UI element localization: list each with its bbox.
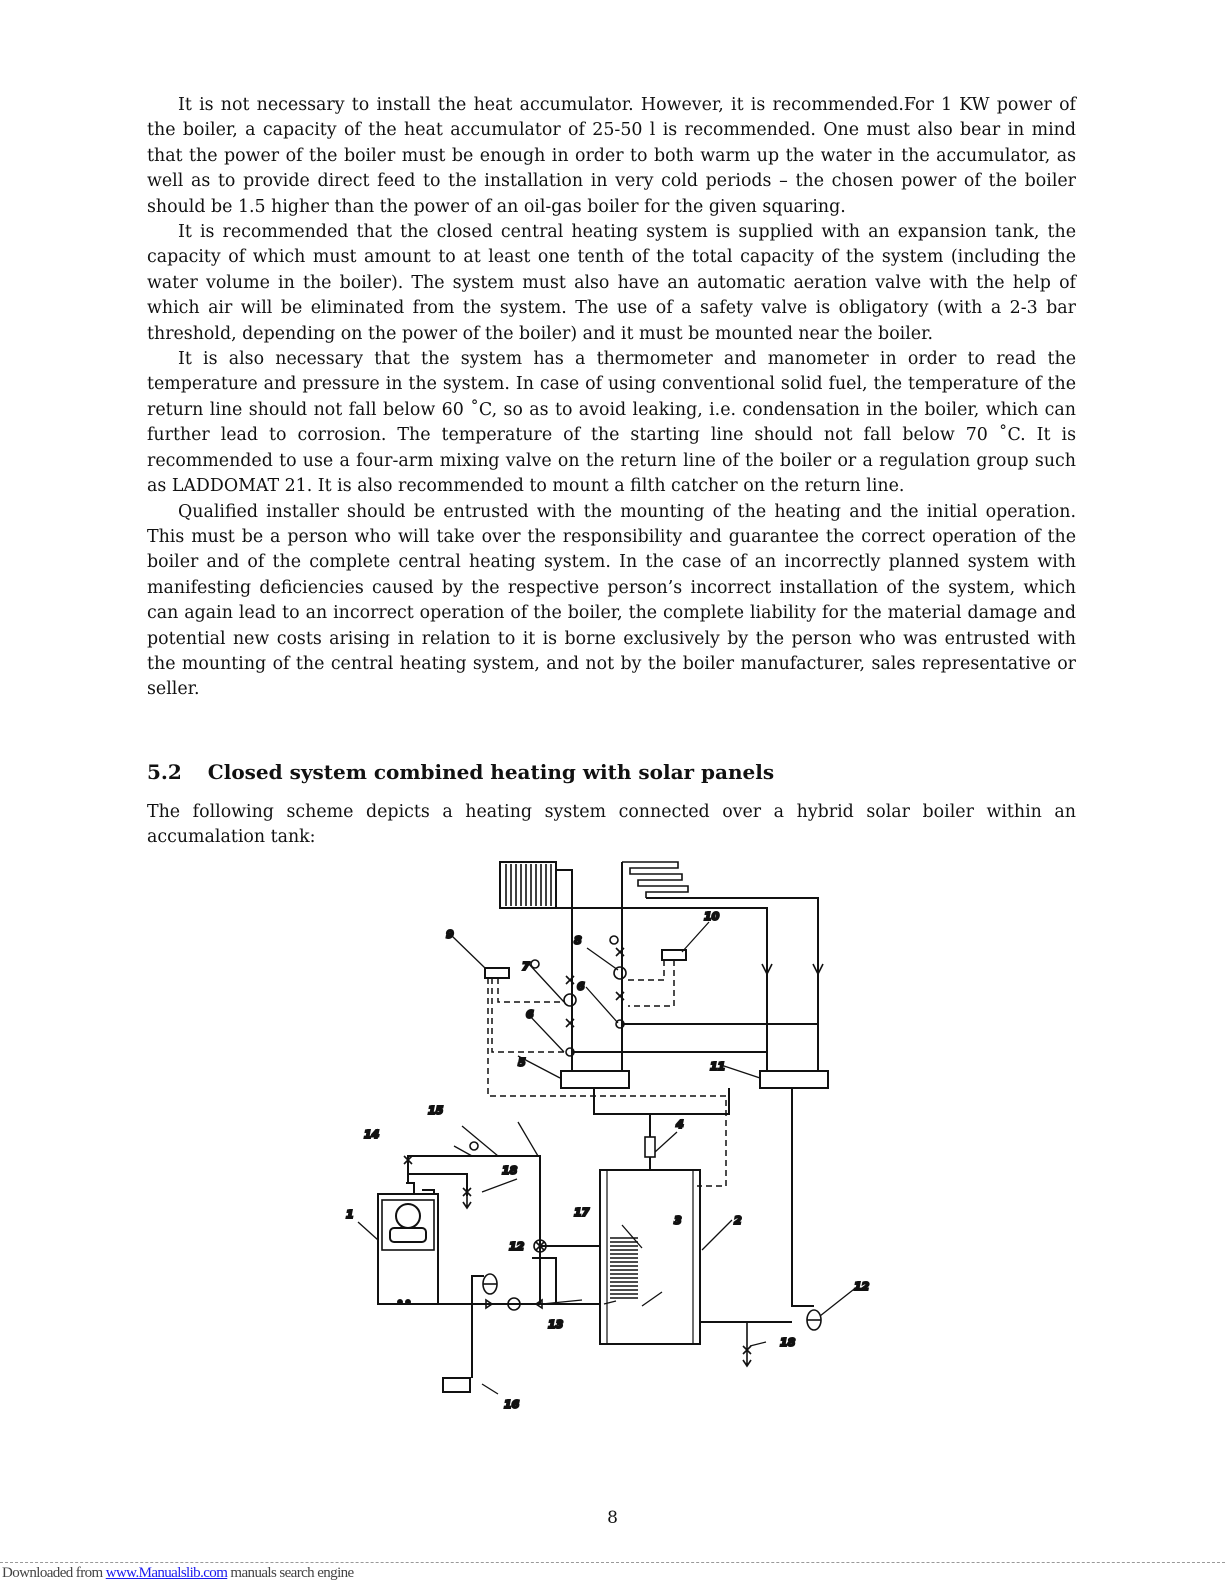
boiler [378, 1183, 472, 1378]
footer-prefix: Downloaded from [2, 1565, 106, 1581]
manualslib-link[interactable]: www.Manualslib.com [105, 1565, 228, 1581]
heating-system-diagram [342, 856, 872, 1426]
label-10: 10 [704, 910, 720, 923]
label-16: 16 [504, 1398, 520, 1411]
leader-lines [358, 922, 858, 1394]
label-18a: 18 [502, 1164, 518, 1177]
floor-heating-coil [622, 862, 688, 898]
section-number: 5.2 [147, 760, 182, 784]
collector-11 [760, 1071, 828, 1088]
label-18b: 18 [780, 1336, 796, 1349]
label-12b: 12 [854, 1280, 870, 1293]
page-number: 8 [607, 1508, 618, 1528]
label-5: 5 [518, 1056, 526, 1069]
footer-suffix: manuals search engine [227, 1565, 354, 1581]
section-title: Closed system combined heating with solar panels [207, 760, 775, 784]
label-2: 2 [734, 1214, 742, 1227]
label-12a: 12 [509, 1240, 525, 1253]
boiler-pipes [408, 1156, 600, 1392]
download-footer [0, 1562, 1225, 1585]
sensor-4 [645, 1137, 655, 1157]
controller-9 [485, 968, 509, 978]
paragraph-4: Qualified installer should be entrusted with the mounting of the heating and the initial operation. This must be a person who will take over the responsibility and guarantee the correct operation of the boiler and of the complete central heating system. In the case of an incorrectly planned system with manifesting deficiencies caused by the respective person’s incorrect installation of the system, which can again lead to an incorrect operation of the boiler, the complete liability for the material damage and potential new costs arising in relation to it is borne exclusively by the person who was entrusted with the mounting of the central heating system, and not by the boiler manufacturer, sales representative or seller. [147, 501, 1076, 700]
label-3: 3 [674, 1214, 682, 1227]
label-17: 17 [574, 1206, 590, 1219]
label-6b: 6 [577, 980, 585, 993]
control-wires [488, 960, 726, 1186]
label-8: 8 [574, 934, 582, 947]
section-heading [147, 760, 774, 784]
diagram-svg [342, 856, 872, 1426]
label-15: 15 [428, 1104, 444, 1117]
section-intro: The following scheme depicts a heating system connected over a hybrid solar boiler within an accumalation tank: [147, 802, 1076, 848]
label-7: 7 [522, 960, 530, 973]
paragraph-1: It is not necessary to install the heat accumulator. However, it is recommended.For 1 KW power of the boiler, a capacity of the heat accumulator of 25-50 l is recommended. One must also bear in mind that the power of the boiler must be enough in order to both warm up the water in the accumulator, as well as to provide direct feed to the installation in very cold periods – the chosen power of the boiler should be 1.5 higher than the power of an oil-gas boiler for the given squaring. [147, 95, 1076, 217]
label-13: 13 [548, 1318, 564, 1331]
radiator [500, 862, 556, 908]
label-4: 4 [676, 1118, 684, 1131]
paragraph-2: It is recommended that the closed central heating system is supplied with an expansion tank, the capacity of which must amount to at least one tenth of the total capacity of the system (including the water volume in the boiler). The system must also have an automatic aeration valve with the help of which air will be eliminated from the system. The use of a safety valve is obligatory (with a 2-3 bar threshold, depending on the power of the boiler) and it must be mounted near the boiler. [147, 222, 1076, 344]
label-6a: 6 [526, 1008, 534, 1021]
branch-fittings [531, 936, 626, 1056]
label-9: 9 [446, 928, 454, 941]
label-14: 14 [364, 1128, 380, 1141]
label-11: 11 [710, 1060, 726, 1073]
collector-5 [561, 1071, 629, 1088]
distribution-pipes [556, 862, 823, 1306]
accumulation-tank [600, 1170, 792, 1344]
paragraph-3: It is also necessary that the system has a thermometer and manometer in order to read the temperature and pressure in the system. In case of using conventional solid fuel, the temperature of the return line should not fall below 60 ˚C, so as to avoid leaking, i.e. condensation in the boiler, which can further lead to corrosion. The temperature of the starting line should not fall below 70 ˚C. It is recommended to use a four-arm mixing valve on the return line of the boiler or a regulation group such as LADDOMAT 21. It is also recommended to mount a filth catcher on the return line. [147, 349, 1076, 497]
label-1: 1 [346, 1208, 354, 1221]
body-text [147, 93, 1076, 703]
